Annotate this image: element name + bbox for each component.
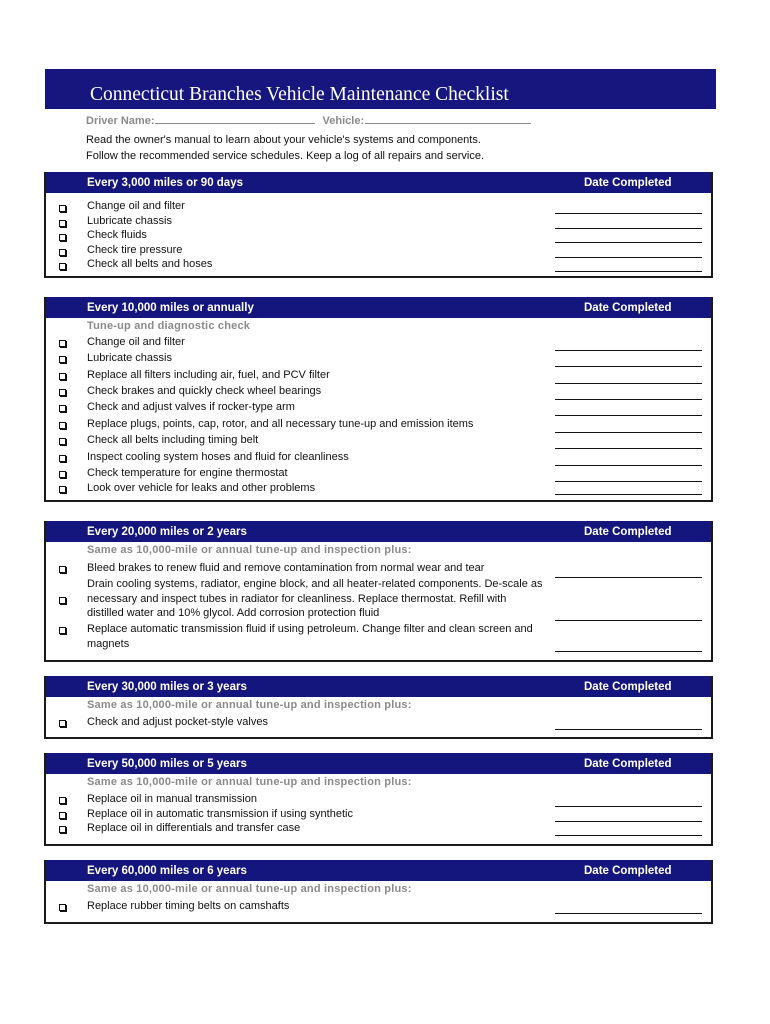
checkbox[interactable] [59, 720, 66, 727]
date-line[interactable] [555, 448, 702, 449]
checklist-item: Check brakes and quickly check wheel bearings [87, 385, 322, 397]
date-line[interactable] [555, 257, 702, 258]
checkbox[interactable] [59, 340, 66, 347]
section-header [46, 297, 711, 318]
checklist-item: Replace rubber timing belts on camshafts [87, 900, 290, 912]
checkbox[interactable] [59, 356, 66, 363]
date-line[interactable] [555, 213, 702, 214]
section-subheading: Tune-up and diagnostic check [87, 320, 251, 332]
section-header [46, 753, 711, 774]
date-completed-label: Date Completed [584, 758, 672, 770]
section-subheading: Same as 10,000-mile or annual tune-up and inspection plus: [87, 883, 412, 895]
checkbox[interactable] [59, 486, 66, 493]
checkbox[interactable] [59, 566, 66, 573]
date-line[interactable] [555, 415, 702, 416]
date-completed-label: Date Completed [584, 177, 672, 189]
date-line[interactable] [555, 350, 702, 351]
date-line[interactable] [555, 228, 702, 229]
section-header [46, 172, 711, 193]
checkbox[interactable] [59, 471, 66, 478]
checkbox[interactable] [59, 438, 66, 445]
section-header [46, 521, 711, 542]
checklist-item: Check tire pressure [87, 244, 183, 256]
section-heading: Every 3,000 miles or 90 days [87, 177, 243, 189]
checklist-item: necessary and inspect tubes in radiator for cleanliness. Replace thermostat. Refill with [87, 593, 507, 605]
section-header [46, 860, 711, 881]
date-line[interactable] [555, 399, 702, 400]
date-line[interactable] [555, 465, 702, 466]
checkbox[interactable] [59, 797, 66, 804]
section-30000-miles [44, 676, 713, 739]
date-line[interactable] [555, 835, 702, 836]
checkbox[interactable] [59, 263, 66, 270]
section-header [46, 676, 711, 697]
driver-name-field[interactable] [155, 113, 315, 124]
checklist-item: Replace oil in automatic transmission if using synthetic [87, 808, 353, 820]
checkbox[interactable] [59, 455, 66, 462]
date-line[interactable] [555, 494, 702, 495]
date-completed-label: Date Completed [584, 865, 672, 877]
checkbox[interactable] [59, 373, 66, 380]
section-10000-miles [44, 297, 713, 502]
section-20000-miles [44, 521, 713, 662]
checklist-item: Check all belts including timing belt [87, 434, 259, 446]
checklist-item: distilled water and 10% glycol. Add corrosion protection fluid [87, 607, 380, 619]
date-line[interactable] [555, 651, 702, 652]
checklist-item: Replace plugs, points, cap, rotor, and all necessary tune-up and emission items [87, 418, 474, 430]
checklist-item: Replace oil in manual transmission [87, 793, 257, 805]
checklist-item: Change oil and filter [87, 200, 185, 212]
date-completed-label: Date Completed [584, 302, 672, 314]
checklist-item: Inspect cooling system hoses and fluid for cleanliness [87, 451, 349, 463]
section-subheading: Same as 10,000-mile or annual tune-up and inspection plus: [87, 776, 412, 788]
date-line[interactable] [555, 242, 702, 243]
section-heading: Every 50,000 miles or 5 years [87, 758, 247, 770]
date-line[interactable] [555, 383, 702, 384]
section-3000-miles [44, 172, 713, 278]
checkbox[interactable] [59, 249, 66, 256]
date-line[interactable] [555, 577, 702, 578]
checklist-item: Lubricate chassis [87, 352, 172, 364]
intro-line: Follow the recommended service schedules. Keep a log of all repairs and service. [86, 150, 485, 162]
section-heading: Every 10,000 miles or annually [87, 302, 254, 314]
date-line[interactable] [555, 481, 702, 482]
checklist-item: Drain cooling systems, radiator, engine block, and all heater-related components. De-scale as [87, 578, 543, 590]
date-line[interactable] [555, 366, 702, 367]
checklist-item: Replace automatic transmission fluid if using petroleum. Change filter and clean screen and [87, 623, 533, 635]
date-completed-label: Date Completed [584, 681, 672, 693]
driver-vehicle-line [86, 113, 531, 127]
checklist-item: Check fluids [87, 229, 147, 241]
vehicle-label: Vehicle: [322, 115, 365, 127]
checklist-item: Check and adjust pocket-style valves [87, 716, 268, 728]
checklist-item: magnets [87, 638, 130, 650]
checkbox[interactable] [59, 904, 66, 911]
checkbox[interactable] [59, 422, 66, 429]
checklist-item: Change oil and filter [87, 336, 185, 348]
date-line[interactable] [555, 821, 702, 822]
checkbox[interactable] [59, 220, 66, 227]
checkbox[interactable] [59, 405, 66, 412]
date-line[interactable] [555, 432, 702, 433]
checklist-item: Check temperature for engine thermostat [87, 467, 288, 479]
checkbox[interactable] [59, 234, 66, 241]
checklist-item: Replace oil in differentials and transfer case [87, 822, 301, 834]
date-completed-label: Date Completed [584, 526, 672, 538]
date-line[interactable] [555, 806, 702, 807]
section-subheading: Same as 10,000-mile or annual tune-up and inspection plus: [87, 699, 412, 711]
checklist-item: Lubricate chassis [87, 215, 172, 227]
section-60000-miles [44, 860, 713, 924]
vehicle-field[interactable] [365, 113, 531, 124]
section-subheading: Same as 10,000-mile or annual tune-up and inspection plus: [87, 544, 412, 556]
date-line[interactable] [555, 271, 702, 272]
checklist-item: Look over vehicle for leaks and other problems [87, 482, 316, 494]
checkbox[interactable] [59, 597, 66, 604]
checkbox[interactable] [59, 812, 66, 819]
date-line[interactable] [555, 620, 702, 621]
checklist-item: Replace all filters including air, fuel, and PCV filter [87, 369, 330, 381]
date-line[interactable] [555, 913, 702, 914]
checkbox[interactable] [59, 389, 66, 396]
checklist-item: Bleed brakes to renew fluid and remove contamination from normal wear and tear [87, 562, 485, 574]
page-title: Connecticut Branches Vehicle Maintenance Checklist [90, 84, 509, 105]
checklist-item: Check and adjust valves if rocker-type arm [87, 401, 295, 413]
intro-line: Read the owner's manual to learn about your vehicle's systems and components. [86, 134, 481, 146]
checkbox[interactable] [59, 826, 66, 833]
checkbox[interactable] [59, 205, 66, 212]
section-50000-miles [44, 753, 713, 846]
checklist-item: Check all belts and hoses [87, 258, 213, 270]
date-line[interactable] [555, 729, 702, 730]
section-heading: Every 20,000 miles or 2 years [87, 526, 247, 538]
driver-name-label: Driver Name: [86, 115, 155, 127]
section-heading: Every 30,000 miles or 3 years [87, 681, 247, 693]
section-heading: Every 60,000 miles or 6 years [87, 865, 247, 877]
checkbox[interactable] [59, 627, 66, 634]
